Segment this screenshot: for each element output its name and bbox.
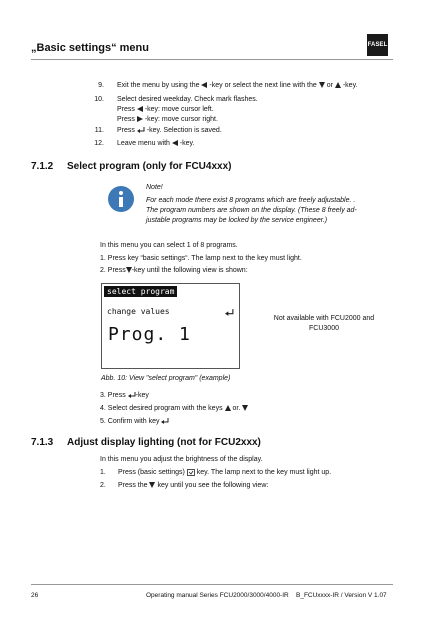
- step-text: Select desired program with the keys: [107, 405, 223, 412]
- step-text: key until you see the following view:: [157, 482, 269, 489]
- step-number: 12.: [94, 140, 104, 147]
- intro-text: In this menu you adjust the brightness of the display.: [100, 456, 263, 463]
- footer-rule: [31, 584, 393, 585]
- logo-text: FASEL: [367, 42, 388, 48]
- step-number: 1.: [100, 469, 106, 476]
- step-10: [92, 95, 392, 127]
- enter-key-icon: [161, 418, 169, 424]
- step-text: or.: [232, 405, 241, 412]
- step-number: 5.: [100, 418, 106, 425]
- section-number: 7.1.2: [31, 161, 54, 172]
- step-b3: [100, 391, 149, 401]
- step-a2: [100, 266, 248, 276]
- step-text: -key: [135, 392, 149, 399]
- step-text: or: [326, 82, 333, 89]
- manual-title: Operating manual Series FCU2000/3000/4000-IR: [146, 592, 289, 599]
- section-title: Adjust display lighting (not for FCU2xxx): [67, 437, 261, 448]
- step-text: -key: move cursor left.: [144, 106, 214, 113]
- left-arrow-icon: [201, 82, 207, 88]
- note-block: [146, 183, 396, 226]
- step-text: Press: [117, 116, 135, 123]
- up-arrow-icon: [225, 405, 231, 411]
- version-info: B_FCUxxxx-IR / Version V 1.07: [296, 592, 387, 599]
- side-note-line: FCU3000: [309, 325, 339, 332]
- right-arrow-icon: [137, 116, 143, 122]
- down-arrow-icon: [242, 405, 248, 411]
- up-arrow-icon: [335, 82, 341, 88]
- side-note-line: Not available with FCU2000 and: [273, 315, 375, 322]
- step-text: -key: move cursor right.: [144, 116, 218, 123]
- step-number: 2.: [100, 482, 106, 489]
- step-number: 3.: [100, 392, 106, 399]
- step-number: 1.: [100, 255, 106, 262]
- note-label: Note!: [146, 184, 163, 191]
- step-text: Leave menu with: [117, 140, 170, 147]
- step-c2: [100, 481, 268, 491]
- intro-text: In this menu you can select 1 of 8 programs.: [100, 242, 238, 249]
- step-text: key. The lamp next to the key must light up.: [196, 469, 332, 476]
- step-number: 9.: [98, 82, 104, 89]
- side-note: [262, 314, 386, 334]
- enter-key-icon: [128, 392, 136, 398]
- step-number: 11.: [94, 127, 104, 134]
- settings-key-icon: [187, 469, 195, 476]
- step-text: Press (basic settings): [117, 469, 185, 476]
- step-number: 10.: [94, 96, 104, 103]
- page-header-title: „Basic settings“ menu: [31, 42, 149, 54]
- step-c1: [100, 468, 331, 478]
- left-arrow-icon: [137, 106, 143, 112]
- step-text: -key or select the next line with the: [209, 82, 317, 89]
- step-text: Press: [107, 392, 126, 399]
- step-text: -key until the following view is shown:: [131, 267, 248, 274]
- step-text: -key.: [179, 140, 195, 147]
- section-title: Select program (only for FCU4xxx): [67, 161, 232, 172]
- step-text: Press key “basic settings“. The lamp next to the key must light.: [107, 255, 302, 262]
- page-number: 26: [31, 592, 39, 599]
- enter-key-icon: [225, 309, 234, 316]
- step-b4: [100, 404, 248, 414]
- step-text: Press: [117, 106, 135, 113]
- step-b5: [100, 417, 169, 427]
- down-arrow-icon: [149, 482, 155, 488]
- step-text: Press the: [117, 482, 148, 489]
- lcd-line: change values: [107, 307, 170, 316]
- step-text: Press: [107, 267, 126, 274]
- lcd-line-highlighted: select program: [104, 286, 177, 297]
- note-line: For each mode there exist 8 programs which are freely adjustable. .: [146, 197, 356, 204]
- step-text: Confirm with key: [107, 418, 160, 425]
- step-number: 4.: [100, 405, 106, 412]
- step-text: Press: [117, 127, 135, 134]
- header-rule: [31, 59, 393, 60]
- step-text: -key.: [342, 82, 358, 89]
- enter-key-icon: [137, 127, 145, 133]
- section-number: 7.1.3: [31, 437, 54, 448]
- note-line: justable programs may be locked by the service engineer.): [146, 217, 328, 224]
- step-text: -key. Selection is saved.: [146, 127, 222, 134]
- fasel-logo: [367, 34, 388, 56]
- left-arrow-icon: [172, 140, 178, 146]
- lcd-program-value: Prog. 1: [108, 324, 191, 345]
- down-arrow-icon: [319, 82, 325, 88]
- step-a1: [100, 254, 302, 264]
- lcd-display: [101, 283, 240, 369]
- step-number: 2.: [100, 267, 106, 274]
- step-text: Exit the menu by using the: [117, 82, 200, 89]
- figure-caption: Abb. 10: View "select program" (example): [101, 375, 231, 382]
- info-icon: [108, 186, 134, 212]
- note-line: The program numbers are shown on the display. (These 8 freely ad-: [146, 207, 357, 214]
- step-text: Select desired weekday. Check mark flashes.: [117, 96, 258, 103]
